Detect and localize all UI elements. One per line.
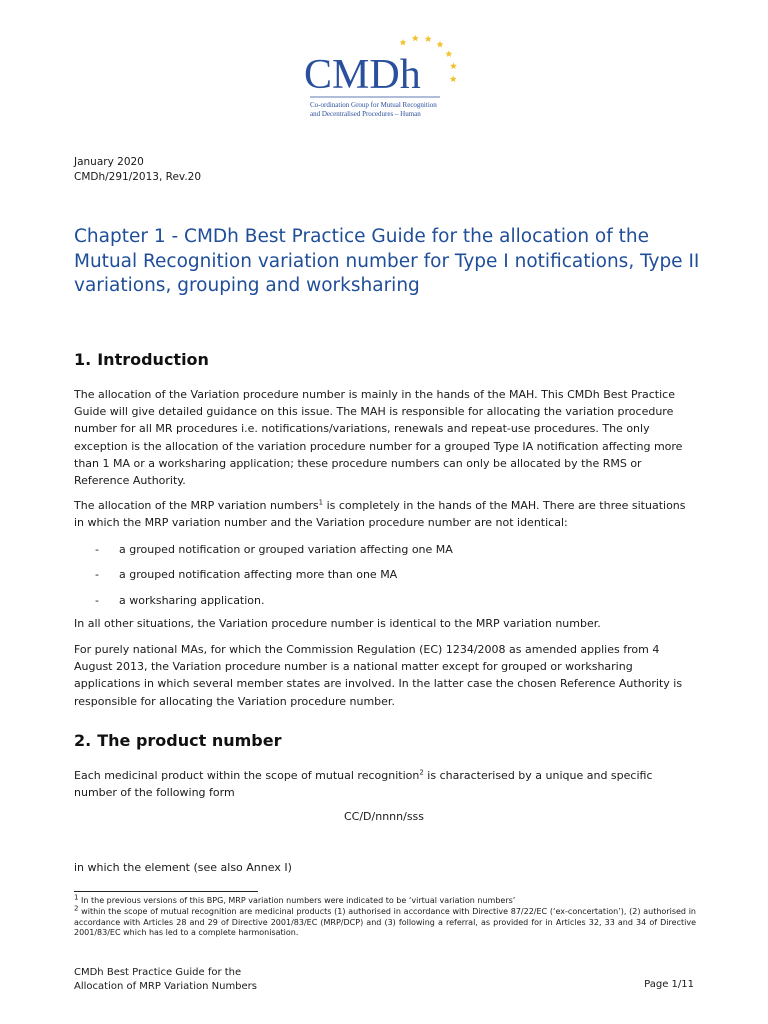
star-icon [450, 75, 457, 82]
product-paragraph-1-text-a: Each medicinal product within the scope of mutual recognition [74, 769, 420, 782]
footnote-ref-2[interactable]: 2 [419, 768, 424, 777]
section-1-number: 1. [74, 350, 92, 369]
product-number-format: CC/D/nnnn/sss [343, 810, 425, 823]
chapter-title: Chapter 1 - CMDh Best Practice Guide for the allocation of the Mutual Recognition variation number for Type I notifications, Type II variations, grouping and worksharing [74, 226, 700, 296]
list-item-text: a worksharing application. [119, 594, 265, 607]
cmdh-logo-graphic [288, 28, 478, 132]
list-item [95, 592, 265, 609]
intro-paragraph-2-text-b: is completely in the hands of the MAH. There are three situations in which the MRP variation number and the Variation procedure number are not identical: [74, 499, 686, 530]
section-1-title: Introduction [97, 350, 209, 369]
star-icon [425, 35, 432, 42]
list-item-text: a grouped notification affecting more than one MA [119, 568, 398, 581]
intro-paragraph-1: The allocation of the Variation procedure number is mainly in the hands of the MAH. This CMDh Best Practice Guide will give detailed guidance on this issue. The MAH is responsible for allocating the variation procedure number for all MR procedures i.e. notifications/variations, renewals and repeat-use procedures. The only exception is the allocation of the variation procedure number for a grouped Type IA notification affecting more than 1 MA or a worksharing application; these procedure numbers can only be allocated by the RMS or Reference Authority. [74, 388, 683, 488]
star-icon [445, 50, 452, 57]
section-2-title: The product number [97, 731, 282, 750]
product-paragraph-1-text-b: is characterised by a unique and specific number of the following form [74, 769, 653, 800]
document-date: January 2020 [74, 156, 144, 168]
star-icon [400, 39, 407, 46]
list-item [95, 541, 453, 558]
product-paragraph-2: in which the element (see also Annex I) [74, 861, 292, 874]
bullet-dash: - [95, 568, 99, 581]
star-icon [412, 35, 419, 42]
document-reference: CMDh/291/2013, Rev.20 [74, 171, 202, 183]
page-footer-title [74, 966, 257, 993]
footer-line-2: Allocation of MRP Variation Numbers [74, 980, 258, 992]
intro-paragraph-2 [74, 497, 698, 531]
bullet-dash: - [95, 543, 99, 556]
page-number: Page 1/11 [644, 979, 694, 990]
footnote-1-text: In the previous versions of this BPG, MRP variation numbers were indicated to be ‘virtual variation numbers’ [78, 896, 516, 905]
intro-paragraph-4: For purely national MAs, for which the Commission Regulation (EC) 1234/2008 as amended applies from 4 August 2013, the Variation procedure number is a national matter except for grouped or worksharing applications in which several member states are involved. In the latter case the chosen Reference Authority is responsible for allocating the Variation procedure number. [74, 643, 683, 708]
section-1-heading [74, 350, 209, 369]
logo-tagline-2: and Decentralised Procedures – Human [310, 110, 421, 118]
intro-paragraph-2-text-a: The allocation of the MRP variation numbers [74, 499, 319, 512]
footnote-2-mark: 2 [74, 904, 79, 913]
document-meta [74, 155, 201, 185]
footnote-2 [74, 904, 696, 939]
list-item-text: a grouped notification or grouped variation affecting one MA [119, 543, 453, 556]
star-icon [437, 41, 444, 48]
intro-paragraph-3: In all other situations, the Variation procedure number is identical to the MRP variation number. [74, 617, 601, 630]
list-item [95, 566, 397, 583]
footnote-1 [74, 893, 696, 907]
section-2-heading [74, 731, 281, 750]
product-paragraph-1 [74, 767, 698, 801]
logo-wordmark: CMDh [304, 52, 421, 98]
section-2-number: 2. [74, 731, 92, 750]
footnotes [74, 893, 696, 939]
footer-line-1: CMDh Best Practice Guide for the [74, 967, 242, 978]
footnote-1-mark: 1 [74, 893, 79, 902]
footnote-separator [74, 891, 258, 892]
star-icon [450, 63, 457, 70]
footnote-2-text: within the scope of mutual recognition are medicinal products (1) authorised in accordance with Directive 87/22/EC (‘ex-concertation’), (2) authorised in accordance with Articles 28 and 29 of Directive 2001/83/EC (MRP/DCP) and (3) following a referral, as provided for in Articles 32, 33 and 34 of Directive 2001/83/EC which has led to a complete harmonisation. [74, 906, 696, 938]
bullet-dash: - [95, 594, 99, 607]
logo-tagline-1: Co-ordination Group for Mutual Recognition [310, 101, 437, 109]
cmdh-logo [288, 28, 478, 132]
footnote-ref-1[interactable]: 1 [318, 498, 324, 507]
